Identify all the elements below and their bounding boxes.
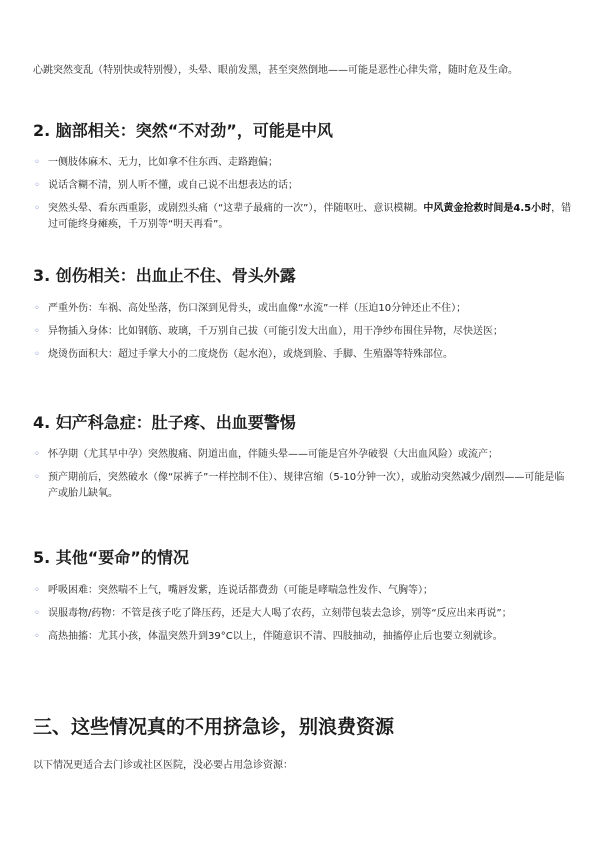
list-item-text: 高热抽搐：尤其小孩，体温突然升到39°C以上，伴随意识不清、四肢抽动，抽搐停止后也要立刻就诊。: [48, 631, 503, 642]
list-item-text-tail: ，错过可能终身瘫痪，千万别等“明天再看”。: [48, 203, 572, 230]
bullet-icon: ◦: [34, 203, 40, 214]
bullet-icon: ◦: [34, 449, 40, 460]
list-item: [33, 447, 573, 463]
list-item-text: 突然头晕、看东西重影，或剧烈头痛（“这辈子最痛的一次”），伴随呕吐、意识模糊。: [48, 203, 424, 214]
bullet-icon: ◦: [34, 326, 40, 337]
list-item-text: 严重外伤：车祸、高处坠落，伤口深到见骨头，或出血像“水流”一样（压迫10分钟还止不住）；: [48, 303, 467, 314]
bullet-icon: ◦: [34, 180, 40, 191]
list-item-text: 一侧肢体麻木、无力，比如拿不住东西、走路跑偏；: [48, 157, 278, 168]
bullet-icon: ◦: [34, 585, 40, 596]
list-item: [33, 470, 573, 502]
section-heading-trauma: 3. 创伤相关：出血止不住、骨头外露: [33, 266, 296, 285]
bullet-icon: ◦: [34, 631, 40, 642]
list-item-text: 误服毒物/药物：不管是孩子吃了降压药，还是大人喝了农药，立刻带包装去急诊，别等“反应出来再说”；: [48, 608, 512, 619]
bullet-icon: ◦: [34, 349, 40, 360]
list-item: [33, 606, 573, 622]
list-item: [33, 178, 573, 194]
list-item: [33, 583, 573, 599]
bullet-icon: ◦: [34, 472, 40, 483]
list-item-text: 说话含糊不清，别人听不懂，或自己说不出想表达的话；: [48, 180, 298, 191]
list-item-text: 烧烫伤面积大：超过手掌大小的二度烧伤（起水泡），或烧到脸、手脚、生殖器等特殊部位。: [48, 349, 453, 360]
part-three-heading: 三、这些情况真的不用挤急诊，别浪费资源: [33, 716, 395, 738]
section-list-obstetrics: [33, 447, 573, 509]
list-item: [33, 324, 573, 340]
list-item-text: 呼吸困难：突然喘不上气，嘴唇发紫，连说话都费劲（可能是哮喘急性发作、气胸等）；: [48, 585, 433, 596]
section-heading-obstetrics: 4. 妇产科急症：肚子疼、出血要警惕: [33, 413, 296, 432]
section-list-brain: [33, 155, 573, 240]
list-item-text: 异物插入身体：比如钢筋、玻璃，千万别自己拔（可能引发大出血），用干净纱布围住异物，尽快送医；: [48, 326, 503, 337]
list-item: [33, 155, 573, 171]
list-item: [33, 301, 573, 317]
section-heading-brain: 2. 脑部相关：突然“不对劲”，可能是中风: [33, 121, 333, 140]
list-item: [33, 201, 573, 233]
intro-paragraph: 心跳突然变乱（特别快或特别慢），头晕、眼前发黑，甚至突然倒地——可能是恶性心律失常，随时危及生命。: [33, 65, 518, 76]
section-list-other: [33, 583, 573, 652]
part-three-intro: 以下情况更适合去门诊或社区医院，没必要占用急诊资源：: [33, 760, 293, 771]
list-item: [33, 347, 573, 363]
bullet-icon: ◦: [34, 608, 40, 619]
list-item: [33, 629, 573, 645]
section-list-trauma: [33, 301, 573, 370]
section-heading-other: 5. 其他“要命”的情况: [33, 548, 189, 567]
list-item-text: 怀孕期（尤其早中孕）突然腹痛、阴道出血，伴随头晕——可能是宫外孕破裂（大出血风险）或流产；: [48, 449, 498, 460]
list-item-text: 预产期前后，突然破水（像“尿裤子”一样控制不住）、规律宫缩（5-10分钟一次），或胎动突然减少/剧烈——可能是临产或胎儿缺氧。: [48, 472, 565, 499]
bullet-icon: ◦: [34, 157, 40, 168]
emphasis-text: 中风黄金抢救时间是4.5小时: [423, 203, 552, 214]
bullet-icon: ◦: [34, 303, 40, 314]
